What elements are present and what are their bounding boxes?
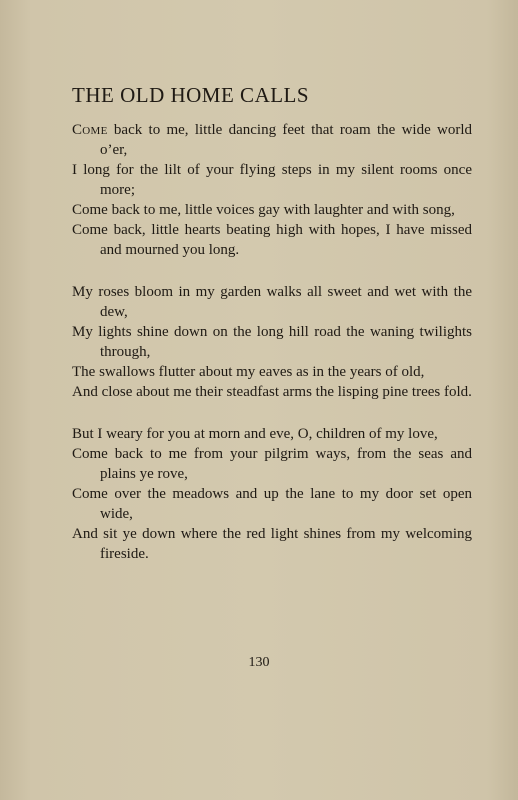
verse-line: The swallows flutter about my eaves as in the years of old, bbox=[72, 364, 425, 380]
verse-line: My roses bloom in my garden walks all sweet and wet with the dew, bbox=[72, 284, 472, 320]
verse-line: But I weary for you at morn and eve, O, children of my love, bbox=[72, 426, 438, 442]
poem-body bbox=[72, 120, 472, 586]
verse-line: Come over the meadows and up the lane to my door set open wide, bbox=[72, 486, 472, 522]
stanza-3 bbox=[72, 424, 472, 564]
page-number: 130 bbox=[248, 655, 270, 670]
verse-line: I long for the lilt of your flying steps in my silent rooms once more; bbox=[72, 162, 472, 198]
verse-line: Come back, little hearts beating high with hopes, I have missed and mourned you long. bbox=[72, 222, 472, 258]
verse-line: And close about me their steadfast arms the lisping pine trees fold. bbox=[72, 384, 472, 400]
stanza-1 bbox=[72, 120, 472, 260]
drop-word: Come bbox=[72, 122, 108, 138]
verse-line: Come back to me, little voices gay with laughter and with song, bbox=[72, 202, 455, 218]
verse-line: My lights shine down on the long hill road the waning twilights through, bbox=[72, 324, 472, 360]
stanza-2 bbox=[72, 282, 472, 402]
verse-line: Come back to me from your pilgrim ways, from the seas and plains ye rove, bbox=[72, 446, 472, 482]
poem-title: THE OLD HOME CALLS bbox=[72, 83, 310, 107]
verse-line bbox=[72, 120, 472, 160]
verse-line: And sit ye down where the red light shines from my welcoming fireside. bbox=[72, 526, 472, 562]
verse-line-text: back to me, little dancing feet that roam the wide world o’er, bbox=[100, 122, 472, 158]
